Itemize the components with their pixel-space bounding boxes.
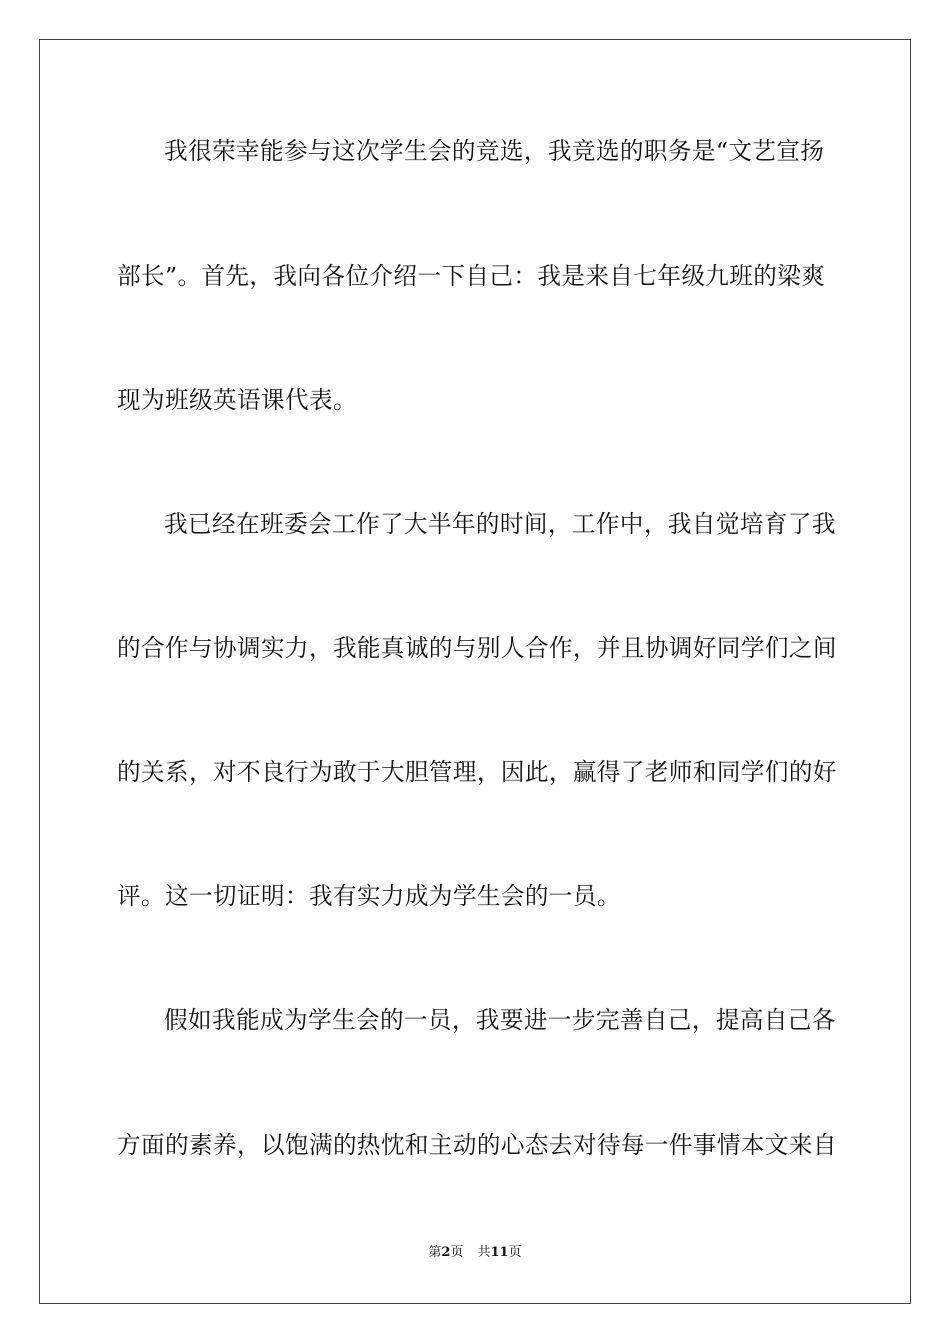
total-pages: 11 (490, 1245, 509, 1260)
paragraph-3-line-2: 方面的素养，以饱满的热忱和主动的心态去对待每一件事情本文来自 (117, 1131, 837, 1159)
total-prefix: 共 (477, 1245, 491, 1260)
paragraph-2-line-2: 的合作与协调实力，我能真诚的与别人合作，并且协调好同学们之间 (117, 634, 837, 662)
page-suffix: 页 (450, 1245, 464, 1260)
total-suffix: 页 (508, 1245, 522, 1260)
paragraph-1-line-1: 我很荣幸能参与这次学生会的竞选，我竞选的职务是“文艺宣扬 (164, 137, 825, 165)
page-footer (0, 1244, 950, 1262)
paragraph-2-line-1: 我已经在班委会工作了大半年的时间，工作中，我自觉培育了我 (164, 510, 836, 538)
paragraph-1-line-3: 现为班级英语课代表。 (117, 386, 357, 414)
paragraph-3-line-1: 假如我能成为学生会的一员，我要进一步完善自己，提高自己各 (164, 1006, 836, 1034)
paragraph-2-line-3: 的关系，对不良行为敢于大胆管理，因此，赢得了老师和同学们的好 (117, 758, 837, 786)
paragraph-1-line-2: 部长”。首先，我向各位介绍一下自己：我是来自七年级九班的梁爽 (117, 262, 826, 290)
page-border (39, 39, 911, 1304)
paragraph-2-line-4: 评。这一切证明：我有实力成为学生会的一员。 (117, 882, 621, 910)
page-number: 2 (441, 1245, 451, 1260)
page-prefix: 第 (428, 1245, 442, 1260)
